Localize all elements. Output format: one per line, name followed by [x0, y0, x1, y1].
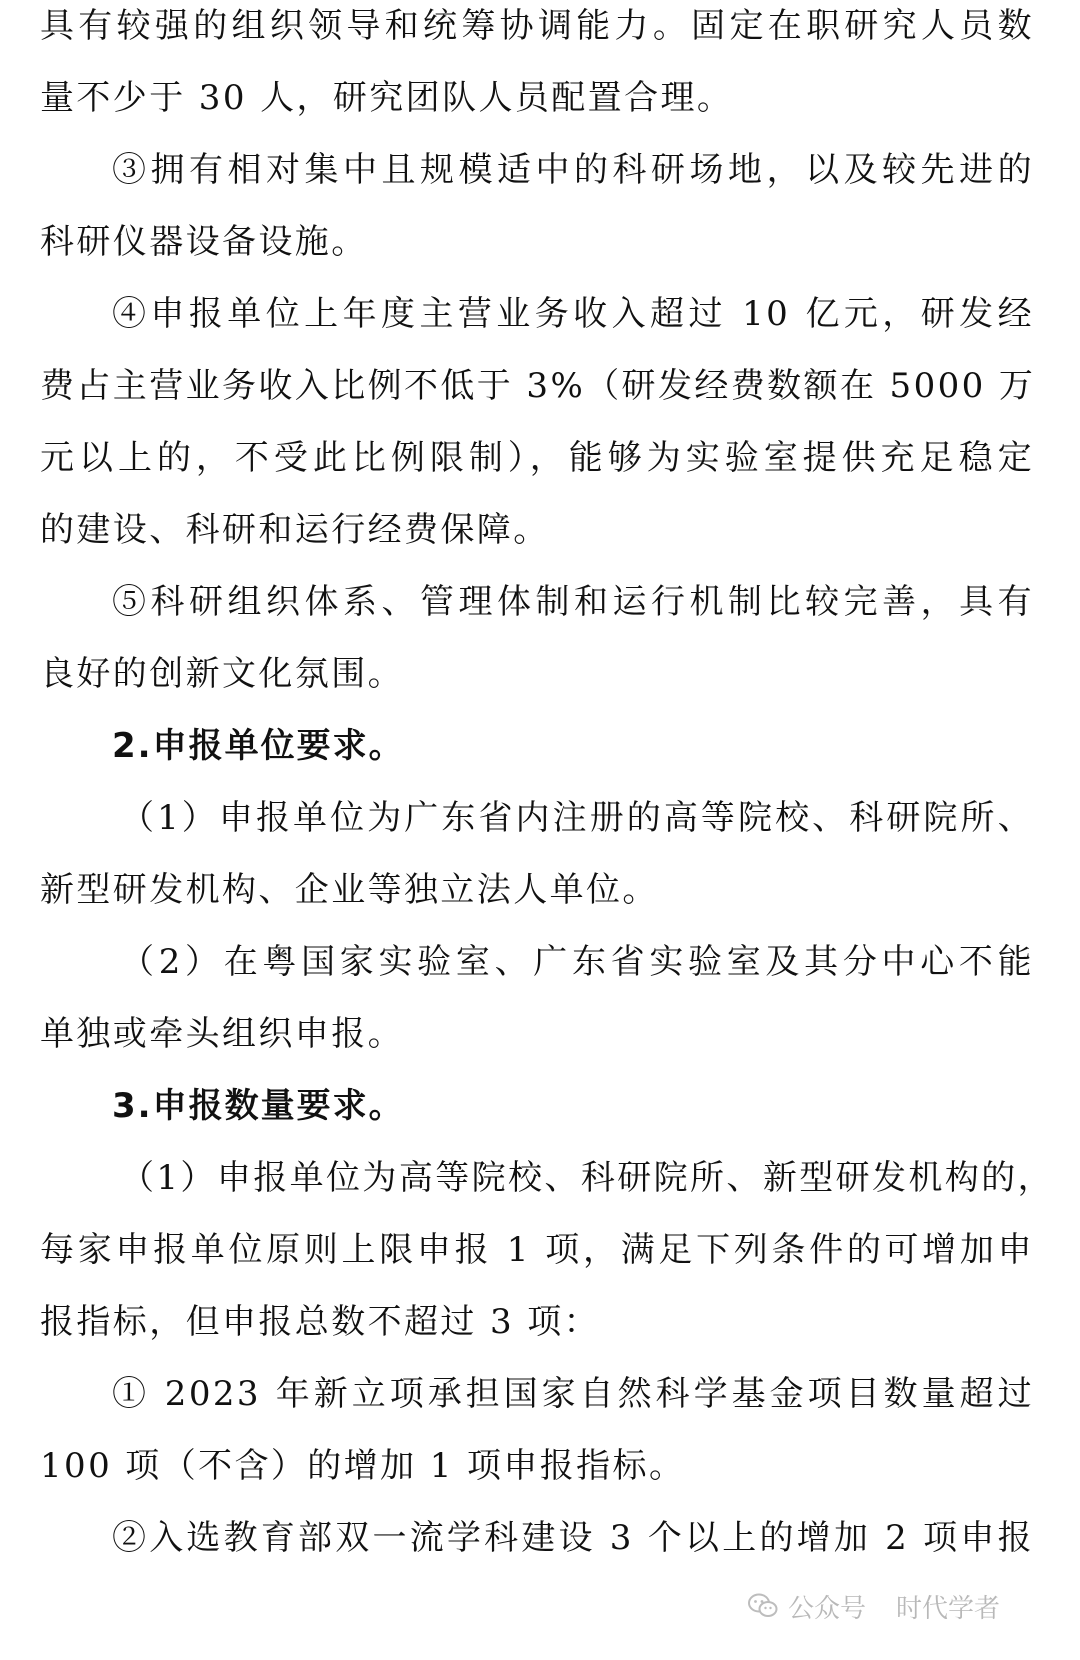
text-line-19: 报指标，但申报总数不超过 3 项：	[40, 1302, 601, 1342]
wechat-icon	[748, 1593, 778, 1619]
text-line-1: 具有较强的组织领导和统筹协调能力。固定在职研究人员数	[40, 6, 1034, 46]
text-line-6: 费占主营业务收入比例不低于 3%（研发经费数额在 5000 万	[40, 366, 1036, 406]
section-heading-3: 3.申报数量要求。	[112, 1086, 405, 1126]
text-line-12: （1）申报单位为广东省内注册的高等院校、科研院所、	[120, 798, 1034, 838]
text-line-14: （2）在粤国家实验室、广东省实验室及其分中心不能	[120, 942, 1034, 982]
text-line-18: 每家申报单位原则上限申报 1 项，满足下列条件的可增加申	[40, 1230, 1034, 1270]
text-line-5: ④申报单位上年度主营业务收入超过 10 亿元，研发经	[112, 294, 1034, 334]
text-line-4: 科研仪器设备设施。	[40, 222, 368, 262]
text-line-17: （1）申报单位为高等院校、科研院所、新型研发机构的，	[120, 1158, 1055, 1198]
text-line-13: 新型研发机构、企业等独立法人单位。	[40, 870, 659, 910]
watermark	[748, 1586, 1000, 1626]
watermark-source-label: 公众号	[787, 1593, 866, 1624]
text-line-10: 良好的创新文化氛围。	[40, 654, 404, 694]
text-line-7: 元以上的，不受此比例限制），能够为实验室提供充足稳定	[40, 438, 1034, 478]
text-line-21: 100 项（不含）的增加 1 项申报指标。	[40, 1446, 686, 1486]
section-heading-2: 2.申报单位要求。	[112, 726, 405, 766]
text-line-9: ⑤科研组织体系、管理体制和运行机制比较完善，具有	[112, 582, 1034, 622]
watermark-account-name: 时代学者	[895, 1593, 1000, 1624]
text-line-2: 量不少于 30 人，研究团队人员配置合理。	[40, 78, 734, 118]
text-line-8: 的建设、科研和运行经费保障。	[40, 510, 550, 550]
text-line-15: 单独或牵头组织申报。	[40, 1014, 404, 1054]
text-line-3: ③拥有相对集中且规模适中的科研场地，以及较先进的	[112, 150, 1034, 190]
text-line-22: ②入选教育部双一流学科建设 3 个以上的增加 2 项申报	[112, 1518, 1034, 1558]
text-line-20: ① 2023 年新立项承担国家自然科学基金项目数量超过	[112, 1374, 1034, 1414]
